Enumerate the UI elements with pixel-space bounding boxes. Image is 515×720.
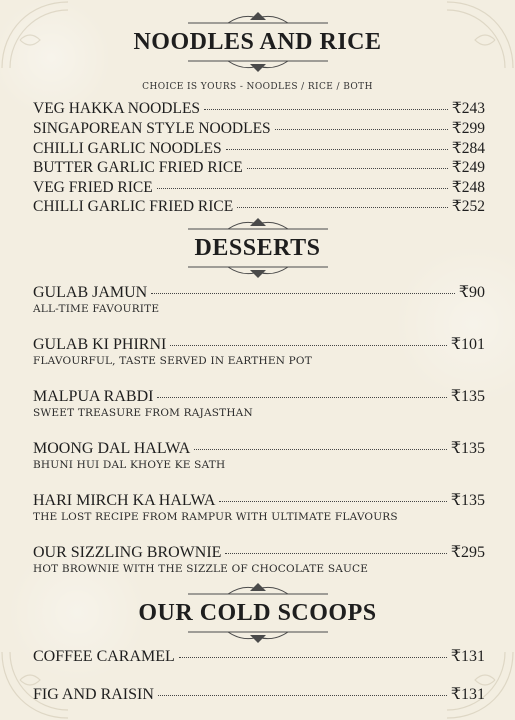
item-name: GULAB KI PHIRNI: [33, 336, 167, 353]
item-name: SINGAPOREAN STYLE NOODLES: [33, 120, 271, 137]
leader-dots: [219, 501, 446, 502]
item-price: ₹90: [458, 284, 485, 301]
item-description: THE LOST RECIPE FROM RAMPUR WITH ULTIMATE FLAVOURS: [33, 511, 398, 523]
leader-dots: [225, 553, 446, 554]
ornament-divider-icon: [183, 216, 333, 234]
leader-dots: [151, 293, 455, 294]
leader-dots: [275, 129, 448, 130]
item-name: FIG AND RAISIN: [33, 686, 154, 703]
item-name: CHILLI GARLIC FRIED RICE: [33, 198, 234, 215]
item-name: GULAB JAMUN: [33, 284, 148, 301]
menu-item: [33, 119, 485, 138]
item-name: MALPUA RABDI: [33, 388, 154, 405]
item-name: BUTTER GARLIC FRIED RICE: [33, 159, 243, 176]
ornament-divider-icon: [183, 56, 333, 74]
ornament-divider-icon: [183, 581, 333, 599]
item-price: ₹248: [451, 179, 485, 196]
menu-item: [33, 334, 485, 354]
noodles-section-header: [0, 10, 515, 74]
leader-dots: [179, 657, 447, 658]
section-title-noodles: NOODLES AND RICE: [133, 29, 382, 55]
item-price: ₹299: [451, 120, 485, 137]
menu-item: [33, 178, 485, 197]
menu-item: [33, 158, 485, 177]
menu-item: [33, 99, 485, 118]
menu-item: [33, 139, 485, 158]
item-price: ₹249: [451, 159, 485, 176]
item-price: ₹135: [450, 440, 485, 457]
leader-dots: [226, 149, 448, 150]
ornament-divider-icon: [183, 10, 333, 28]
section-title-scoops: OUR COLD SCOOPS: [138, 600, 377, 626]
item-price: ₹284: [451, 140, 485, 157]
leader-dots: [157, 188, 448, 189]
item-name: OUR SIZZLING BROWNIE: [33, 544, 222, 561]
leader-dots: [194, 449, 447, 450]
leader-dots: [158, 695, 447, 696]
leader-dots: [157, 397, 446, 398]
item-description: ALL-TIME FAVOURITE: [33, 303, 160, 315]
desserts-section-header: [0, 216, 515, 280]
scoops-section-header: [0, 581, 515, 645]
menu-item: [33, 197, 485, 216]
leader-dots: [237, 207, 448, 208]
menu-item: [33, 438, 485, 458]
menu-item: [33, 684, 485, 704]
item-name: CHILLI GARLIC NOODLES: [33, 140, 222, 157]
item-description: SWEET TREASURE FROM RAJASTHAN: [33, 407, 253, 419]
item-name: VEG FRIED RICE: [33, 179, 153, 196]
ornament-divider-icon: [183, 627, 333, 645]
leader-dots: [247, 168, 448, 169]
item-price: ₹131: [450, 648, 485, 665]
item-price: ₹295: [450, 544, 485, 561]
item-description: BHUNI HUI DAL KHOYE KE SATH: [33, 459, 226, 471]
item-price: ₹135: [450, 492, 485, 509]
item-name: MOONG DAL HALWA: [33, 440, 191, 457]
menu-item: [33, 542, 485, 562]
ornament-divider-icon: [183, 262, 333, 280]
noodles-subtitle: CHOICE IS YOURS - NOODLES / RICE / BOTH: [142, 82, 373, 92]
item-name: HARI MIRCH KA HALWA: [33, 492, 216, 509]
menu-item: [33, 386, 485, 406]
item-description: FLAVOURFUL, TASTE SERVED IN EARTHEN POT: [33, 355, 312, 367]
leader-dots: [204, 109, 448, 110]
item-price: ₹243: [451, 100, 485, 117]
menu-item: [33, 646, 485, 666]
leader-dots: [170, 345, 446, 346]
item-price: ₹101: [450, 336, 485, 353]
item-price: ₹131: [450, 686, 485, 703]
menu-item: [33, 490, 485, 510]
item-description: HOT BROWNIE WITH THE SIZZLE OF CHOCOLATE SAUCE: [33, 563, 369, 575]
menu-item: [33, 282, 485, 302]
item-name: COFFEE CARAMEL: [33, 648, 175, 665]
item-price: ₹135: [450, 388, 485, 405]
item-name: VEG HAKKA NOODLES: [33, 100, 201, 117]
section-title-desserts: DESSERTS: [194, 235, 321, 261]
item-price: ₹252: [451, 198, 485, 215]
